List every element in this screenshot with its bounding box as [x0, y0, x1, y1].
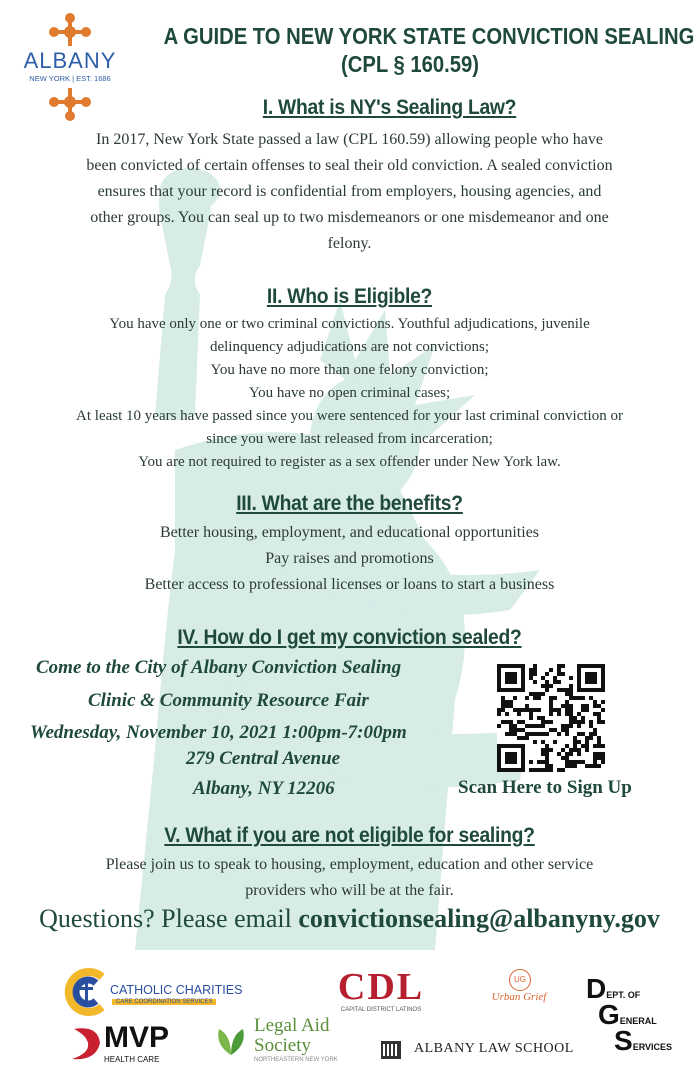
dgs-word-services: ERVICES [632, 1042, 673, 1052]
qr-caption: Scan Here to Sign Up [458, 777, 632, 798]
cdl-name: CDL [337, 966, 425, 1008]
mvp-swoosh-icon [70, 1025, 102, 1061]
section-3-line: Better housing, employment, and educational opportunities [159, 524, 540, 541]
section-4-heading: IV. How do I get my conviction sealed? [177, 626, 522, 649]
catholic-charities-c-icon [62, 967, 112, 1017]
legal-aid-society-logo [214, 1015, 364, 1071]
albany-crest-top-icon [44, 12, 96, 48]
section-1-line: ensures that your record is confidential from employers, housing agencies, and [97, 183, 602, 200]
section-1-line: felony. [327, 235, 372, 252]
section-2-line: since you were last released from incarceration; [206, 431, 493, 447]
section-5-line: Please join us to speak to housing, employment, education and other service [105, 856, 594, 873]
dgs-word-general: ENERAL [619, 1016, 657, 1026]
dgs-logo [586, 973, 682, 1056]
event-line-1: Come to the City of Albany Conviction Sealing [36, 657, 402, 678]
albany-logo-sub: NEW YORK | EST. 1686 [29, 74, 111, 83]
legal-aid-leaf-icon [214, 1023, 248, 1057]
questions-line [0, 904, 699, 934]
albany-law-name: ALBANY LAW SCHOOL [414, 1041, 574, 1056]
mvp-sub: HEALTH CARE [104, 1055, 160, 1064]
section-3-line: Better access to professional licenses or loans to start a business [144, 576, 555, 593]
section-2-line: You have no more than one felony conviction; [210, 362, 489, 378]
section-1-line: been convicted of certain offenses to seal their old conviction. A sealed conviction [86, 157, 613, 174]
albany-logo-name: ALBANY [23, 48, 117, 73]
questions-prefix: Questions? Please email [39, 904, 299, 933]
page-title-line1: A GUIDE TO NEW YORK STATE CONVICTION SEALING [163, 23, 695, 49]
section-2-line: You are not required to register as a sex offender under New York law. [138, 454, 561, 470]
event-line-2: Clinic & Community Resource Fair [88, 690, 369, 711]
dgs-letter-d: D [586, 973, 607, 1004]
section-5-heading: V. What if you are not eligible for sealing? [164, 824, 535, 847]
cdl-sub: CAPITAL DISTRICT LATINOS [340, 1007, 422, 1013]
legal-aid-line-1: Legal Aid [254, 1015, 330, 1036]
section-2-heading: II. Who is Eligible? [266, 285, 433, 308]
section-5-line: providers who will be at the fair. [245, 882, 454, 899]
dgs-word-dept: EPT. OF [606, 990, 641, 1000]
dgs-letter-g: G [598, 999, 620, 1030]
albany-law-school-logo [380, 1039, 590, 1063]
urban-grief-badge-icon: UG [509, 969, 531, 991]
section-3-line: Pay raises and promotions [265, 550, 434, 567]
signup-qr-code[interactable] [497, 664, 605, 772]
section-1-line: other groups. You can seal up to two misdemeanors or one misdemeanor and one [90, 209, 609, 226]
urban-grief-logo [484, 969, 554, 1019]
legal-aid-sub: NORTHEASTERN NEW YORK [254, 1057, 338, 1063]
section-2-line: At least 10 years have passed since you were sentenced for your last criminal conviction or [76, 408, 623, 424]
section-5-body [0, 852, 699, 904]
section-1-heading: I. What is NY's Sealing Law? [262, 96, 517, 119]
cdl-logo [326, 966, 436, 1013]
section-2-line: You have only one or two criminal convictions. Youthful adjudications, juvenile [109, 316, 590, 332]
albany-law-building-icon [380, 1039, 402, 1061]
catholic-charities-sub: CARE COORDINATION SERVICES [112, 999, 216, 1005]
mvp-name: MVP [104, 1021, 170, 1054]
contact-email-link[interactable]: convictionsealing@albanyny.gov [298, 904, 660, 933]
mvp-logo [70, 1021, 190, 1071]
section-3-heading: III. What are the benefits? [236, 492, 463, 515]
dgs-letter-s: S [614, 1025, 633, 1056]
page-title [130, 22, 695, 78]
section-1-line: In 2017, New York State passed a law (CPL 160.59) allowing people who have [96, 131, 603, 148]
event-address-2: Albany, NY 12206 [193, 778, 335, 799]
section-2-body [0, 313, 699, 474]
section-1-body [0, 127, 699, 257]
catholic-charities-logo [62, 967, 262, 1017]
legal-aid-line-2: Society [254, 1035, 311, 1056]
urban-grief-name: Urban Grief [491, 991, 547, 1003]
section-2-line: delinquency adjudications are not convictions; [209, 339, 490, 355]
catholic-charities-name: CATHOLIC CHARITIES [110, 983, 243, 997]
section-3-body [0, 520, 699, 598]
partner-logos [0, 955, 699, 1077]
section-2-line: You have no open criminal cases; [248, 385, 451, 401]
event-date: Wednesday, November 10, 2021 1:00pm-7:00pm [30, 722, 407, 743]
page-title-line2: (CPL § 160.59) [340, 51, 479, 77]
event-address-1: 279 Central Avenue [186, 748, 341, 769]
